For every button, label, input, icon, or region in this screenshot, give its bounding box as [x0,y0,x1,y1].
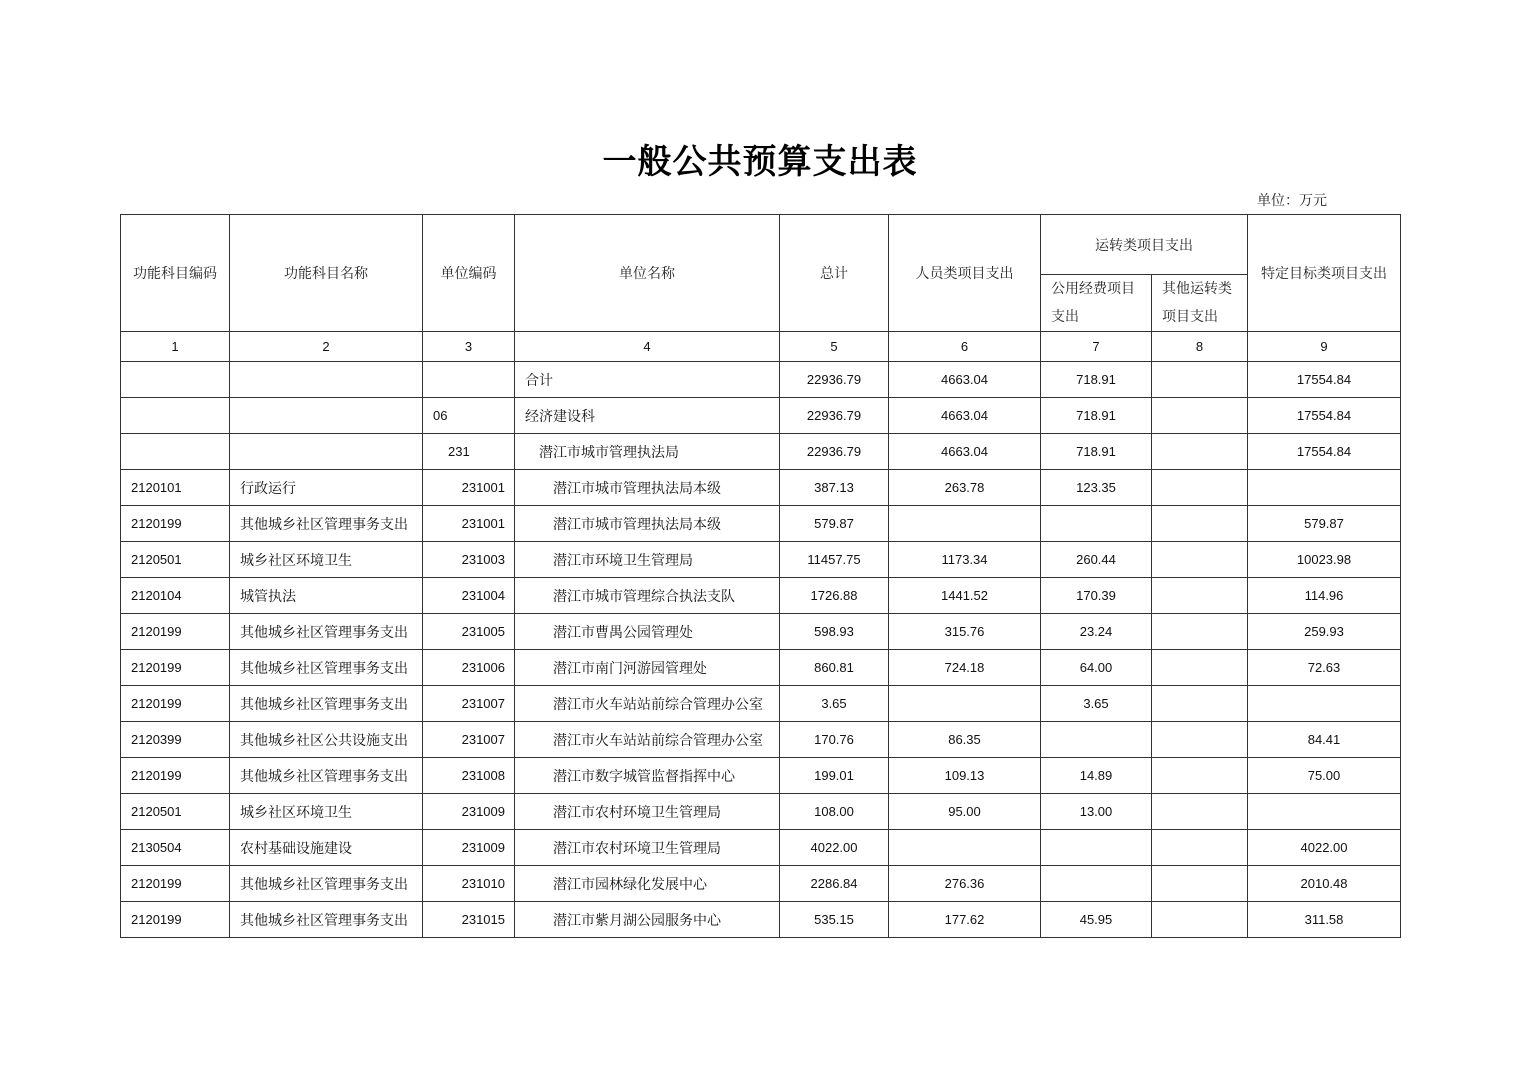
cell-personnel: 1441.52 [889,578,1041,614]
cell-personnel: 1173.34 [889,542,1041,578]
table-row [121,758,1401,794]
index-cell: 3 [423,332,515,362]
header-public-funds [1041,275,1152,332]
table-row [121,398,1401,434]
cell-unit-name: 潜江市城市管理综合执法支队 [515,578,780,614]
table-row [121,650,1401,686]
index-cell: 5 [780,332,889,362]
cell-total: 1726.88 [780,578,889,614]
cell-unit-code: 231004 [423,578,515,614]
cell-func-name: 其他城乡社区管理事务支出 [230,902,423,938]
cell-other-operating [1152,830,1248,866]
cell-unit-code: 231006 [423,650,515,686]
cell-func-code: 2120199 [121,614,230,650]
cell-unit-name: 潜江市城市管理执法局本级 [515,470,780,506]
cell-specific: 114.96 [1248,578,1401,614]
cell-personnel: 315.76 [889,614,1041,650]
cell-public-funds [1041,722,1152,758]
cell-func-code: 2120199 [121,758,230,794]
cell-unit-code: 231 [423,434,515,470]
cell-unit-name: 潜江市农村环境卫生管理局 [515,830,780,866]
cell-specific: 10023.98 [1248,542,1401,578]
cell-unit-name: 潜江市城市管理执法局 [515,434,780,470]
cell-unit-name: 经济建设科 [515,398,780,434]
cell-other-operating [1152,722,1248,758]
header-public-funds-line1: 公用经费项目 [1051,281,1135,297]
cell-public-funds: 64.00 [1041,650,1152,686]
header-total: 总计 [780,215,889,332]
header-personnel: 人员类项目支出 [889,215,1041,332]
table-row [121,830,1401,866]
cell-unit-code: 231001 [423,470,515,506]
cell-total: 598.93 [780,614,889,650]
index-cell: 7 [1041,332,1152,362]
index-cell: 9 [1248,332,1401,362]
table-row [121,794,1401,830]
cell-other-operating [1152,614,1248,650]
cell-specific: 4022.00 [1248,830,1401,866]
cell-func-name: 其他城乡社区管理事务支出 [230,686,423,722]
cell-public-funds: 14.89 [1041,758,1152,794]
cell-func-name: 其他城乡社区管理事务支出 [230,506,423,542]
cell-public-funds: 123.35 [1041,470,1152,506]
cell-func-code: 2120199 [121,506,230,542]
index-cell: 1 [121,332,230,362]
cell-public-funds: 13.00 [1041,794,1152,830]
cell-public-funds: 3.65 [1041,686,1152,722]
cell-personnel: 4663.04 [889,398,1041,434]
cell-func-name [230,362,423,398]
cell-total: 22936.79 [780,362,889,398]
cell-public-funds: 718.91 [1041,398,1152,434]
cell-personnel: 276.36 [889,866,1041,902]
table-row [121,902,1401,938]
cell-func-code: 2120199 [121,902,230,938]
cell-personnel: 95.00 [889,794,1041,830]
cell-func-code: 2120199 [121,650,230,686]
cell-unit-code [423,362,515,398]
cell-public-funds: 260.44 [1041,542,1152,578]
cell-unit-name: 合计 [515,362,780,398]
cell-specific [1248,470,1401,506]
budget-table [120,214,1401,938]
table-row [121,470,1401,506]
cell-func-name: 其他城乡社区管理事务支出 [230,866,423,902]
cell-unit-code: 231003 [423,542,515,578]
cell-func-name: 其他城乡社区公共设施支出 [230,722,423,758]
page-title: 一般公共预算支出表 [602,142,918,182]
cell-total: 22936.79 [780,398,889,434]
cell-other-operating [1152,758,1248,794]
cell-specific: 17554.84 [1248,362,1401,398]
cell-func-name: 农村基础设施建设 [230,830,423,866]
cell-specific: 259.93 [1248,614,1401,650]
cell-total: 579.87 [780,506,889,542]
cell-specific: 579.87 [1248,506,1401,542]
cell-func-code [121,398,230,434]
table-row [121,722,1401,758]
cell-unit-name: 潜江市环境卫生管理局 [515,542,780,578]
cell-func-code: 2120104 [121,578,230,614]
unit-label: 单位：万元 [1257,193,1327,209]
cell-specific: 75.00 [1248,758,1401,794]
cell-total: 4022.00 [780,830,889,866]
cell-unit-name: 潜江市南门河游园管理处 [515,650,780,686]
table-row [121,434,1401,470]
cell-personnel: 177.62 [889,902,1041,938]
cell-specific: 17554.84 [1248,398,1401,434]
cell-personnel: 4663.04 [889,434,1041,470]
cell-public-funds: 45.95 [1041,902,1152,938]
table-row [121,578,1401,614]
cell-other-operating [1152,542,1248,578]
cell-func-name: 其他城乡社区管理事务支出 [230,614,423,650]
header-unit-code: 单位编码 [423,215,515,332]
cell-public-funds: 170.39 [1041,578,1152,614]
cell-func-code: 2120101 [121,470,230,506]
cell-personnel: 724.18 [889,650,1041,686]
header-other-operating [1152,275,1248,332]
cell-func-name: 其他城乡社区管理事务支出 [230,758,423,794]
cell-personnel: 263.78 [889,470,1041,506]
table-row [121,542,1401,578]
cell-public-funds [1041,830,1152,866]
table-row [121,362,1401,398]
cell-func-name [230,398,423,434]
cell-specific: 17554.84 [1248,434,1401,470]
cell-public-funds: 718.91 [1041,434,1152,470]
cell-total: 170.76 [780,722,889,758]
cell-public-funds [1041,866,1152,902]
cell-func-name: 城管执法 [230,578,423,614]
cell-other-operating [1152,686,1248,722]
index-cell: 4 [515,332,780,362]
header-unit-name: 单位名称 [515,215,780,332]
cell-unit-code: 231010 [423,866,515,902]
header-other-operating-line2: 项目支出 [1162,309,1218,325]
cell-total: 199.01 [780,758,889,794]
cell-public-funds [1041,506,1152,542]
cell-func-code: 2120501 [121,794,230,830]
header-specific: 特定目标类项目支出 [1248,215,1401,332]
cell-total: 535.15 [780,902,889,938]
cell-unit-name: 潜江市火车站站前综合管理办公室 [515,722,780,758]
header-func-code: 功能科目编码 [121,215,230,332]
cell-func-name [230,434,423,470]
cell-func-code: 2120501 [121,542,230,578]
cell-unit-code: 231008 [423,758,515,794]
cell-other-operating [1152,794,1248,830]
cell-total: 387.13 [780,470,889,506]
cell-total: 108.00 [780,794,889,830]
cell-func-code [121,362,230,398]
cell-other-operating [1152,902,1248,938]
cell-specific [1248,686,1401,722]
cell-personnel: 86.35 [889,722,1041,758]
index-cell: 6 [889,332,1041,362]
cell-func-code: 2120199 [121,686,230,722]
cell-unit-name: 潜江市火车站站前综合管理办公室 [515,686,780,722]
cell-other-operating [1152,398,1248,434]
cell-personnel [889,686,1041,722]
cell-total: 11457.75 [780,542,889,578]
cell-personnel [889,506,1041,542]
cell-func-code: 2120399 [121,722,230,758]
cell-unit-name: 潜江市园林绿化发展中心 [515,866,780,902]
cell-other-operating [1152,506,1248,542]
cell-unit-code: 231007 [423,722,515,758]
cell-total: 22936.79 [780,434,889,470]
cell-unit-code: 231009 [423,830,515,866]
cell-unit-code: 231001 [423,506,515,542]
cell-specific: 72.63 [1248,650,1401,686]
cell-other-operating [1152,866,1248,902]
cell-other-operating [1152,470,1248,506]
cell-personnel: 109.13 [889,758,1041,794]
cell-unit-name: 潜江市城市管理执法局本级 [515,506,780,542]
cell-unit-code: 231005 [423,614,515,650]
cell-total: 3.65 [780,686,889,722]
cell-personnel [889,830,1041,866]
cell-total: 860.81 [780,650,889,686]
cell-specific: 311.58 [1248,902,1401,938]
table-row [121,506,1401,542]
cell-func-code [121,434,230,470]
cell-other-operating [1152,650,1248,686]
cell-unit-code: 06 [423,398,515,434]
cell-func-name: 行政运行 [230,470,423,506]
header-other-operating-line1: 其他运转类 [1162,281,1232,297]
cell-func-code: 2120199 [121,866,230,902]
cell-specific: 84.41 [1248,722,1401,758]
cell-func-name: 城乡社区环境卫生 [230,794,423,830]
table-row [121,866,1401,902]
cell-total: 2286.84 [780,866,889,902]
cell-unit-code: 231015 [423,902,515,938]
index-row [121,332,1401,362]
cell-unit-code: 231007 [423,686,515,722]
index-cell: 8 [1152,332,1248,362]
table-row [121,614,1401,650]
cell-unit-name: 潜江市紫月湖公园服务中心 [515,902,780,938]
cell-other-operating [1152,362,1248,398]
table-row [121,686,1401,722]
cell-specific: 2010.48 [1248,866,1401,902]
index-cell: 2 [230,332,423,362]
cell-other-operating [1152,578,1248,614]
cell-public-funds: 23.24 [1041,614,1152,650]
cell-unit-name: 潜江市数字城管监督指挥中心 [515,758,780,794]
header-operating: 运转类项目支出 [1041,215,1248,275]
cell-func-name: 其他城乡社区管理事务支出 [230,650,423,686]
cell-unit-code: 231009 [423,794,515,830]
cell-other-operating [1152,434,1248,470]
header-public-funds-line2: 支出 [1051,309,1079,325]
cell-unit-name: 潜江市农村环境卫生管理局 [515,794,780,830]
cell-specific [1248,794,1401,830]
cell-func-name: 城乡社区环境卫生 [230,542,423,578]
cell-public-funds: 718.91 [1041,362,1152,398]
cell-func-code: 2130504 [121,830,230,866]
cell-personnel: 4663.04 [889,362,1041,398]
header-func-name: 功能科目名称 [230,215,423,332]
cell-unit-name: 潜江市曹禺公园管理处 [515,614,780,650]
